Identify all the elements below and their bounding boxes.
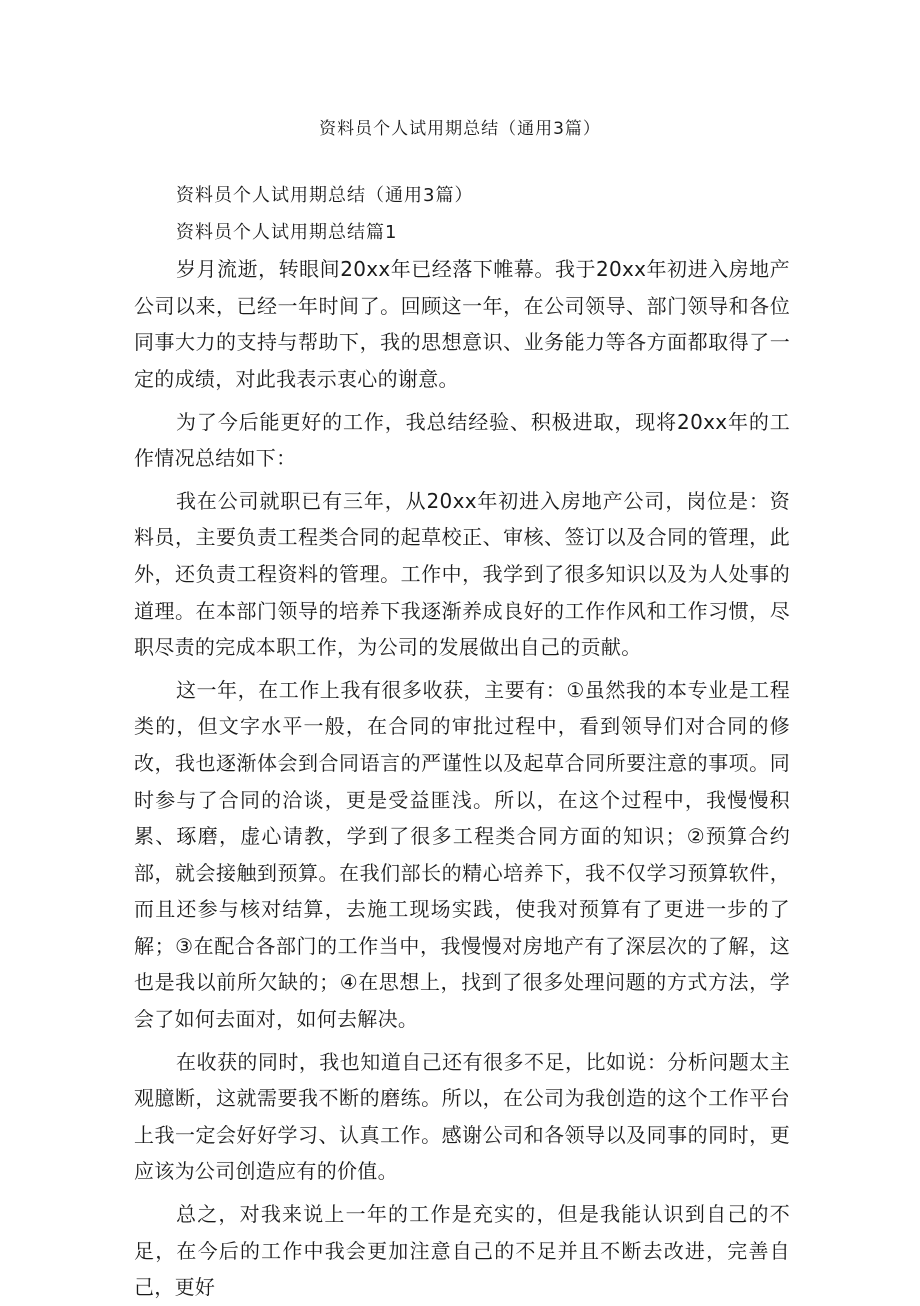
document-title: 资料员个人试用期总结（通用3篇） (319, 119, 601, 139)
document-body (134, 178, 790, 1306)
subtitle-paragraph: 资料员个人试用期总结（通用3篇） (176, 185, 474, 206)
body-paragraph: 我在公司就职已有三年，从20xx年初进入房地产公司，岗位是：资料员，主要负责工程类合同的起草校正、审核、签订以及合同的管理，此外，还负责工程资料的管理。工作中，我学到了很多知识以及为人处事的道理。在本部门领导的培养下我逐渐养成良好的工作作风和工作习惯，尽职尽责的完成本职工作，为公司的发展做出自己的贡献。 (134, 488, 790, 660)
body-paragraph: 在收获的同时，我也知道自己还有很多不足，比如说：分析问题太主观臆断，这就需要我不断的磨练。所以，在公司为我创造的这个工作平台上我一定会好好学习、认真工作。感谢公司和各领导以及同事的同时，更应该为公司创造应有的价值。 (134, 1049, 790, 1184)
body-paragraph: 总之，对我来说上一年的工作是充实的，但是我能认识到自己的不足，在今后的工作中我会更加注意自己的不足并且不断去改进，完善自己，更好 (134, 1202, 790, 1300)
section-heading: 资料员个人试用期总结篇1 (176, 221, 398, 243)
body-paragraph: 为了今后能更好的工作，我总结经验、积极进取，现将20xx年的工作情况总结如下： (134, 409, 790, 471)
body-paragraph: 这一年，在工作上我有很多收获，主要有：①虽然我的本专业是工程类的，但文字水平一般，在合同的审批过程中，看到领导们对合同的修改，我也逐渐体会到合同语言的严谨性以及起草合同所要注意的事项。同时参与了合同的洽谈，更是受益匪浅。所以，在这个过程中，我慢慢积累、琢磨，虚心请教，学到了很多工程类合同方面的知识；②预算合约部，就会接触到预算。在我们部长的精心培养下，我不仅学习预算软件，而且还参与核对结算，去施工现场实践，使我对预算有了更进一步的了解；③在配合各部门的工作当中，我慢慢对房地产有了深层次的了解，这也是我以前所欠缺的；④在思想上，找到了很多处理问题的方式方法，学会了如何去面对，如何去解决。 (134, 677, 790, 1032)
body-paragraph: 岁月流逝，转眼间20xx年已经落下帷幕。我于20xx年初进入房地产公司以来，已经一年时间了。回顾这一年，在公司领导、部门领导和各位同事大力的支持与帮助下，我的思想意识、业务能力等各方面都取得了一定的成绩，对此我表示衷心的谢意。 (134, 257, 790, 391)
